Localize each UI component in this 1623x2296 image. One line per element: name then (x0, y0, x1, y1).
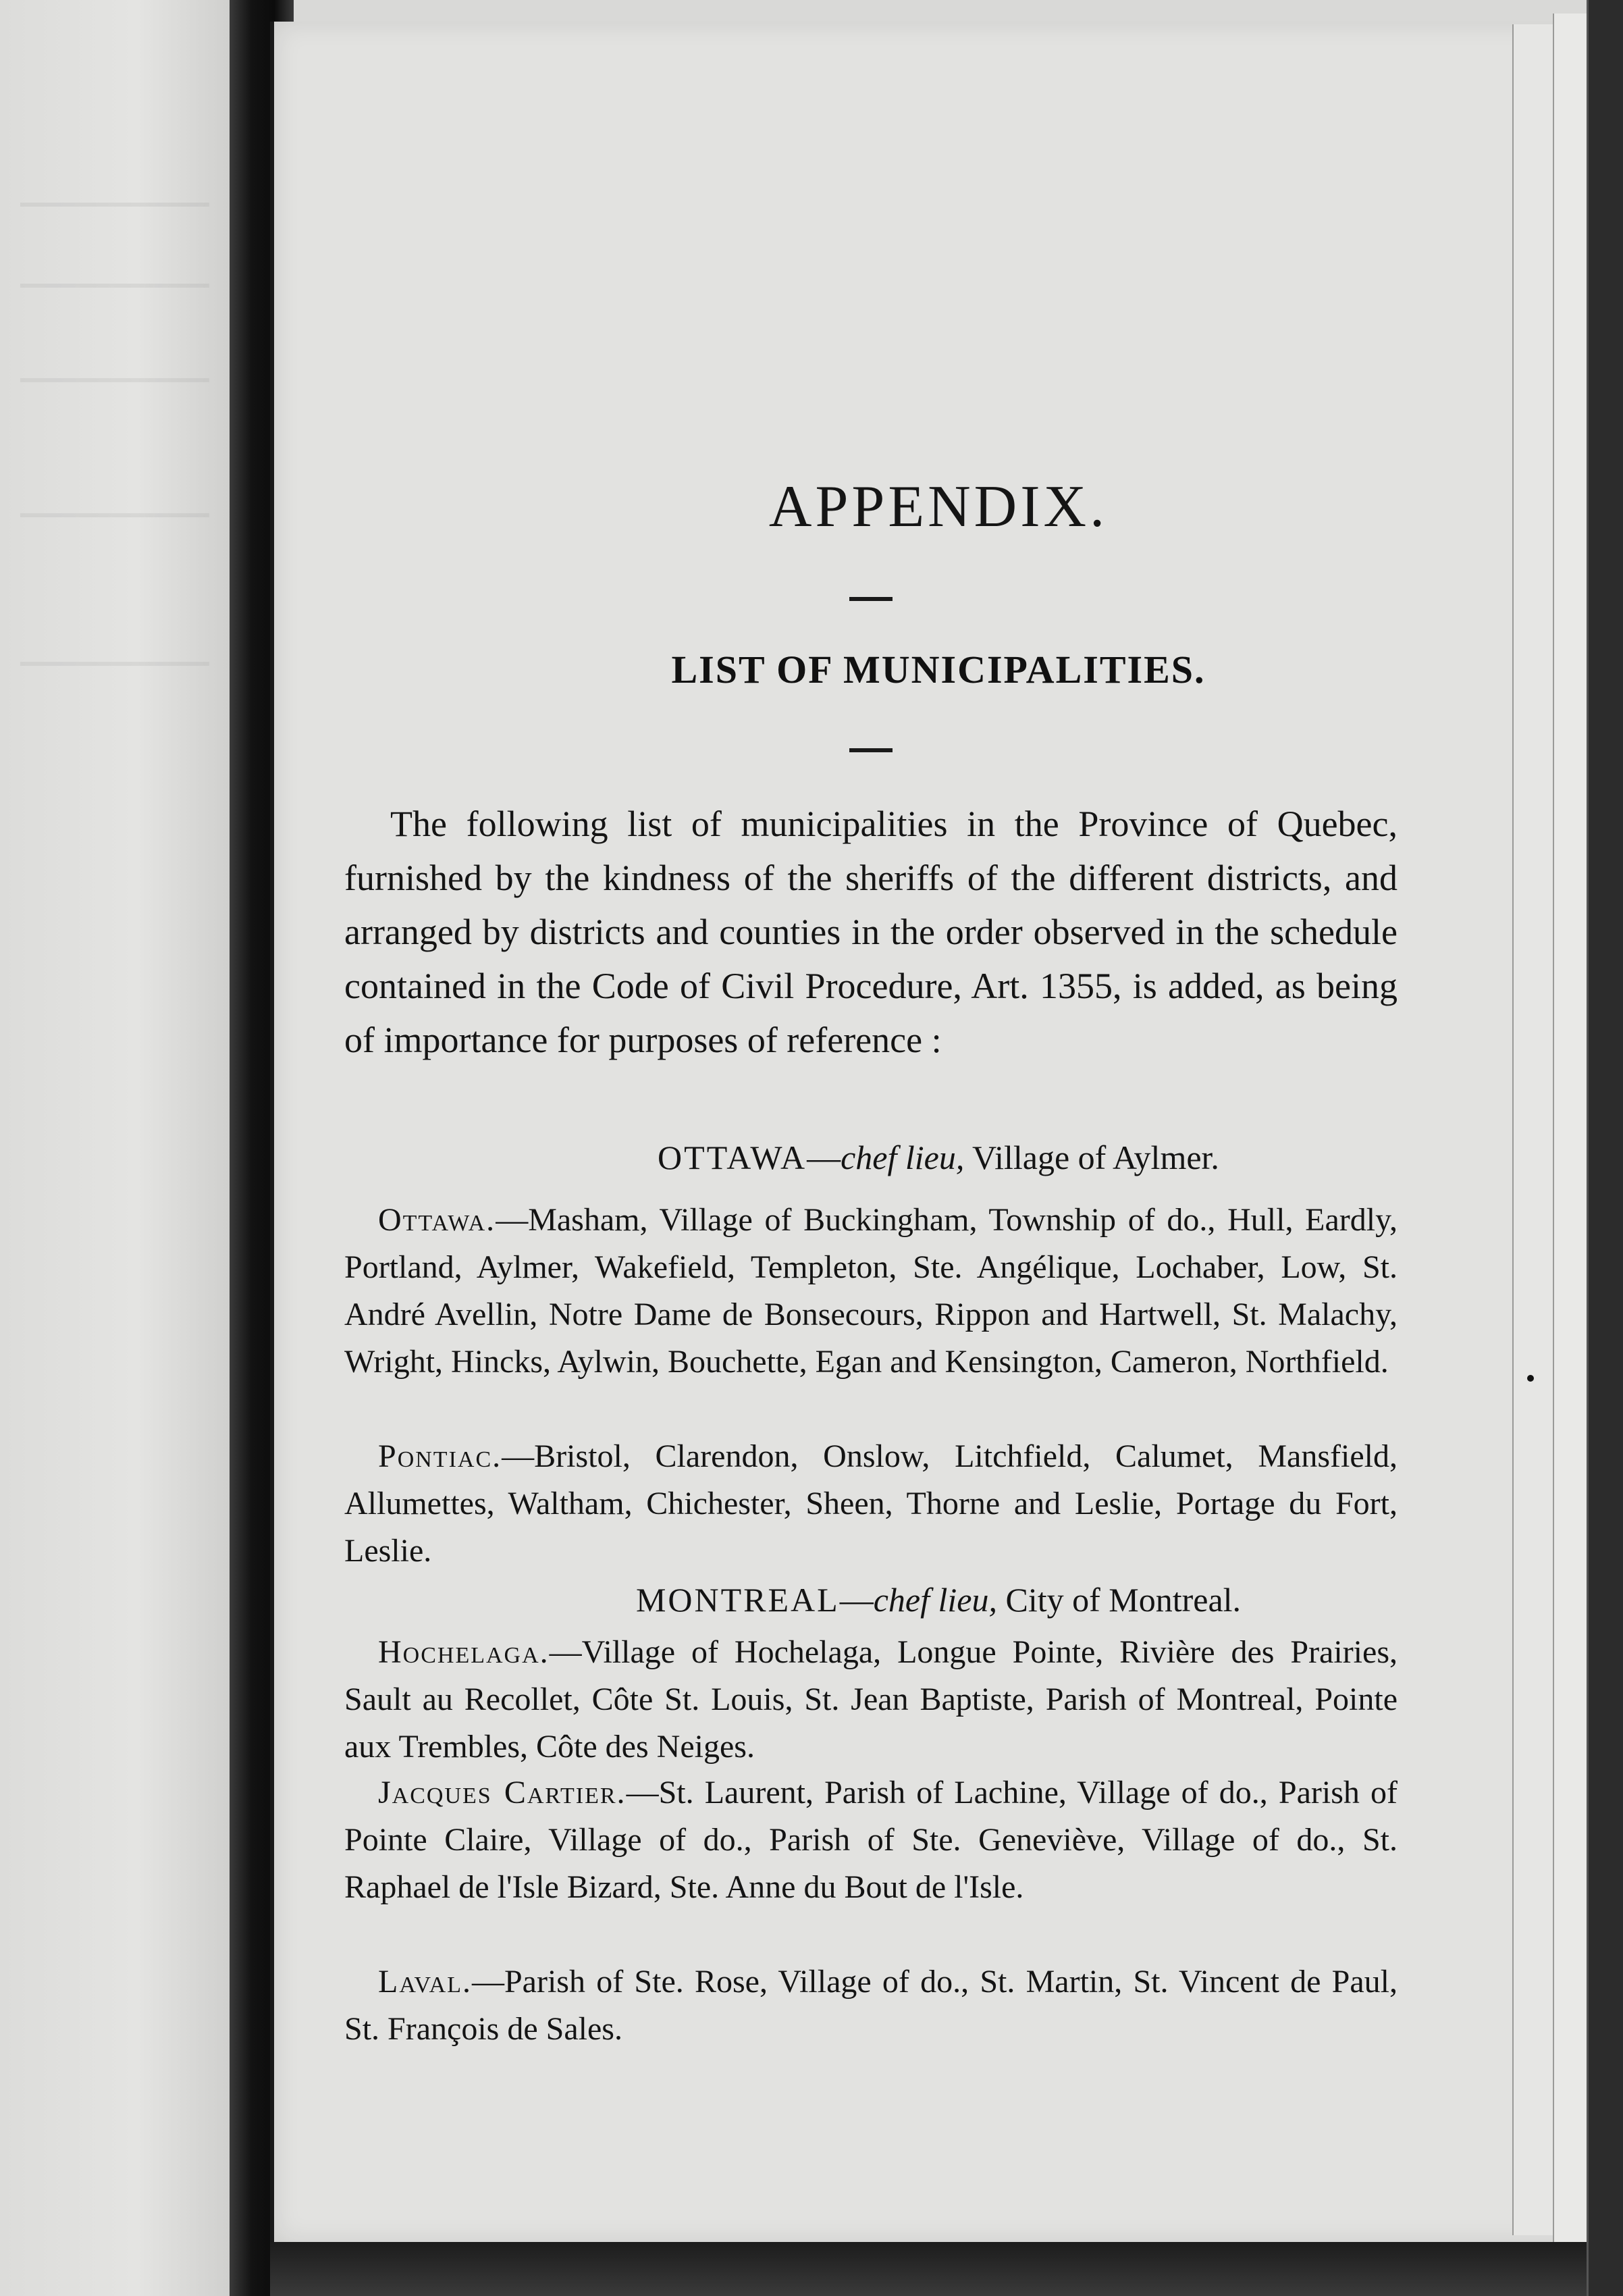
district-name: MONTREAL (635, 1581, 840, 1619)
county-entry-jacques-cartier: Jacques Cartier.—St. Laurent, Parish of Lachine, Village of do., Parish of Pointe Claire, Village of do., Parish of Ste. Geneviève, Village of do., St. Raphael de l'Isle Bizard, Ste. Anne du Bout de l'Isle. (344, 1775, 1398, 1905)
subtitle-rule (849, 748, 893, 752)
county-entry-laval: Laval.—Parish of Ste. Rose, Village of do., St. Martin, St. Vincent de Paul, St. François de Sales. (344, 1964, 1398, 2047)
county-name: Ottawa. (378, 1202, 496, 1238)
district-seat: City of Montreal. (1005, 1581, 1242, 1619)
facing-page-left (0, 0, 230, 2296)
bottom-shadow (270, 2242, 1587, 2296)
county-name: Laval. (378, 1964, 472, 2000)
intro-paragraph: The following list of municipalities in the Province of Quebec, furnished by the kindness of the sheriffs of the different districts, and arranged by districts and counties in the order observed in the schedule contained in the Code of Civil Procedure, Art. 1355, is added, as being of importance for purposes of reference : (344, 804, 1398, 1060)
scan-speck (1527, 1375, 1534, 1382)
county-name: Jacques Cartier. (378, 1775, 627, 1810)
chef-lieu-label: chef lieu, (873, 1581, 997, 1619)
chef-lieu-label: chef lieu, (841, 1139, 965, 1176)
county-entry-pontiac: Pontiac.—Bristol, Clarendon, Onslow, Litchfield, Calumet, Mansfield, Allumettes, Waltham, Chichester, Sheen, Thorne and Leslie, Portage du Fort, Leslie. (344, 1438, 1398, 1569)
page-title: APPENDIX. (768, 474, 1109, 540)
county-name: Hochelaga. (378, 1634, 550, 1670)
county-places: Parish of Ste. Rose, Village of do., St. Martin, St. Vincent de Paul, St. François de Sales. (344, 1964, 1398, 2047)
title-rule (849, 597, 893, 601)
county-entry-hochelaga: Hochelaga.—Village of Hochelaga, Longue Pointe, Rivière des Prairies, Sault au Recollet, Côte St. Louis, St. Jean Baptiste, Parish of Montreal, Pointe aux Trembles, Côte des Neiges. (344, 1634, 1398, 1765)
section-heading: LIST OF MUNICIPALITIES. (671, 648, 1206, 692)
county-name: Pontiac. (378, 1438, 502, 1474)
page-edge (1512, 24, 1554, 2235)
county-places: Bristol, Clarendon, Onslow, Litchfield, Calumet, Mansfield, Allumettes, Waltham, Chichester, Sheen, Thorne and Leslie, Portage du Fort, Leslie. (344, 1438, 1398, 1569)
district-seat: Village of Aylmer. (972, 1139, 1219, 1176)
district-heading-montreal: MONTREAL—chef lieu, City of Montreal. (635, 1581, 1242, 1619)
district-name: OTTAWA (658, 1139, 807, 1176)
county-entry-ottawa: Ottawa.—Masham, Village of Buckingham, Township of do., Hull, Eardly, Portland, Aylmer, Wakefield, Templeton, Ste. Angélique, Lochaber, Low, St. André Avellin, Notre Dame de Bonsecours, Rippon and Hartwell, St. Malachy, Wright, Hincks, Aylwin, Bouchette, Egan and Kensington, Cameron, Northfield. (344, 1202, 1398, 1380)
county-places: Village of Hochelaga, Longue Pointe, Rivière des Prairies, Sault au Recollet, Côte St. Louis, St. Jean Baptiste, Parish of Montreal, Pointe aux Trembles, Côte des Neiges. (344, 1634, 1398, 1765)
district-heading-ottawa: OTTAWA—chef lieu, Village of Aylmer. (658, 1139, 1219, 1176)
county-places: Masham, Village of Buckingham, Township of do., Hull, Eardly, Portland, Aylmer, Wakefield, Templeton, Ste. Angélique, Lochaber, Low, St. André Avellin, Notre Dame de Bonsecours, Rippon and Hartwell, St. Malachy, Wright, Hincks, Aylwin, Bouchette, Egan and Kensington, Cameron, Northfield. (344, 1202, 1398, 1380)
county-places: St. Laurent, Parish of Lachine, Village of do., Parish of Pointe Claire, Village of do., Parish of Ste. Geneviève, Village of do., St. Raphael de l'Isle Bizard, Ste. Anne du Bout de l'Isle. (344, 1775, 1398, 1905)
page-edge (1553, 14, 1588, 2255)
